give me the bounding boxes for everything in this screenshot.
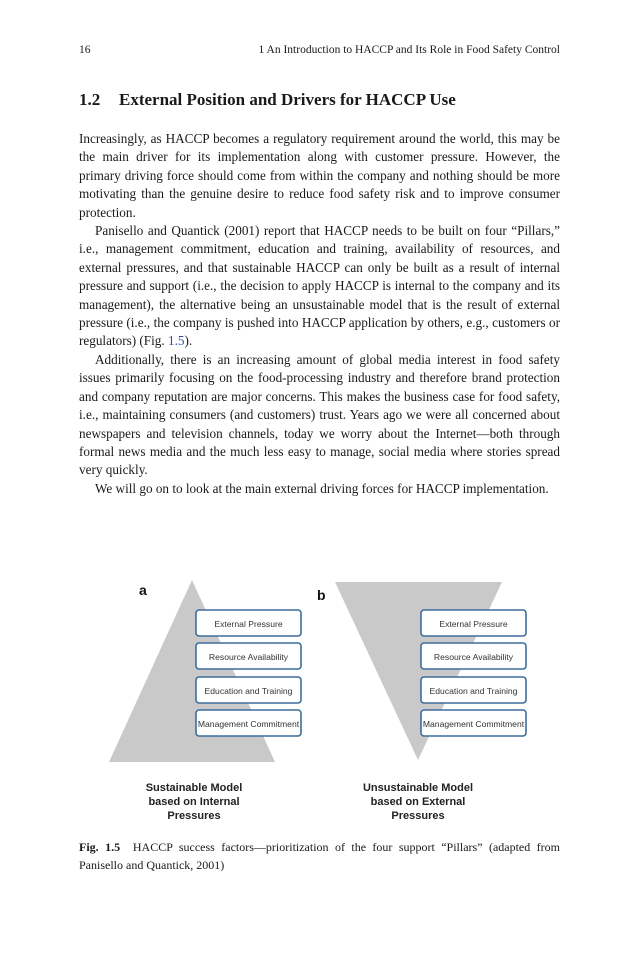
figure-caption <box>79 839 560 874</box>
panel-a <box>109 580 301 822</box>
panel-b-bar-resource-availability-label: Resource Availability <box>433 652 514 662</box>
panel-a-model-label-line-3: Pressures <box>167 810 221 822</box>
panel-b-bar-education-training-label: Education and Training <box>429 686 518 696</box>
figure-caption-label: Fig. 1.5 <box>79 840 121 854</box>
panel-a-bar-education-training-label: Education and Training <box>204 686 293 696</box>
page-number: 16 <box>79 44 91 56</box>
panel-a-bar-resource-availability-label: Resource Availability <box>208 652 289 662</box>
figure-reference-link[interactable]: 1.5 <box>168 333 185 349</box>
panel-a-model-label-line-2: based on Internal <box>148 796 240 808</box>
running-header <box>79 44 560 64</box>
section-title: External Position and Drivers for HACCP Use <box>119 90 456 109</box>
body-text <box>79 130 560 498</box>
paragraph-3: Additionally, there is an increasing amount of global media interest in food safety issues primarily focusing on the food-processing industry and therefore brand protection and company reputation are major concerns. This makes the business case for food safety, i.e., maintaining consumers (and customers) trust. Years ago we were all concerned about newspapers and television channels, today we worry about the Internet—both through formal news media and the much less easy to manage, social media where stories spread very quickly. <box>79 351 560 478</box>
running-head-title: 1 An Introduction to HACCP and Its Role in Food Safety Control <box>258 44 560 56</box>
paragraph-2-end: ). <box>184 333 193 349</box>
panel-b <box>317 582 526 822</box>
panel-b-bar-management-commitment-label: Management Commitment <box>422 719 525 729</box>
panel-a-bar-management-commitment-label: Management Commitment <box>197 719 300 729</box>
section-heading <box>79 90 560 110</box>
panel-b-letter: b <box>317 587 326 603</box>
panel-a-bar-external-pressure-label: External Pressure <box>214 619 283 629</box>
figure-caption-text: HACCP success factors—prioritization of the four support “Pillars” (adapted from Panisello and Quantick, 2001) <box>79 840 560 872</box>
paragraph-4: We will go on to look at the main external driving forces for HACCP implementation. <box>95 480 549 496</box>
panel-b-model-label-line-1: Unsustainable Model <box>362 782 474 794</box>
paragraph-2-text: Panisello and Quantick (2001) report that HACCP needs to be built on four “Pillars,” i.e., management commitment, education and training, availability of resources, and external pressures, and that sustainable HACCP can only be built as a result of internal pressure and support (i.e., the decision to apply HACCP is internal to the company and its management), the alternative being an unsustainable model that is the result of external pressure (i.e., the company is pushed into HACCP application by others, e.g., customers or regulators) (Fig. <box>79 223 560 349</box>
figure-1-5 <box>79 580 560 830</box>
panel-b-bar-external-pressure-label: External Pressure <box>439 619 508 629</box>
panel-a-letter: a <box>139 582 147 598</box>
section-number: 1.2 <box>79 90 101 109</box>
panel-b-model-label-line-3: Pressures <box>391 810 445 822</box>
paragraph-2 <box>79 222 560 351</box>
panel-b-model-label-line-2: based on External <box>370 796 466 808</box>
paragraph-1: Increasingly, as HACCP becomes a regulatory requirement around the world, this may be the main driver for its implementation along with customer pressure. However, the primary driving force should come from within the company and nothing should be more motivating than the genuine desire to reduce food safety risk and to improve consumer protection. <box>79 131 560 220</box>
panel-a-model-label-line-1: Sustainable Model <box>145 782 243 794</box>
pillars-diagram <box>79 580 560 830</box>
